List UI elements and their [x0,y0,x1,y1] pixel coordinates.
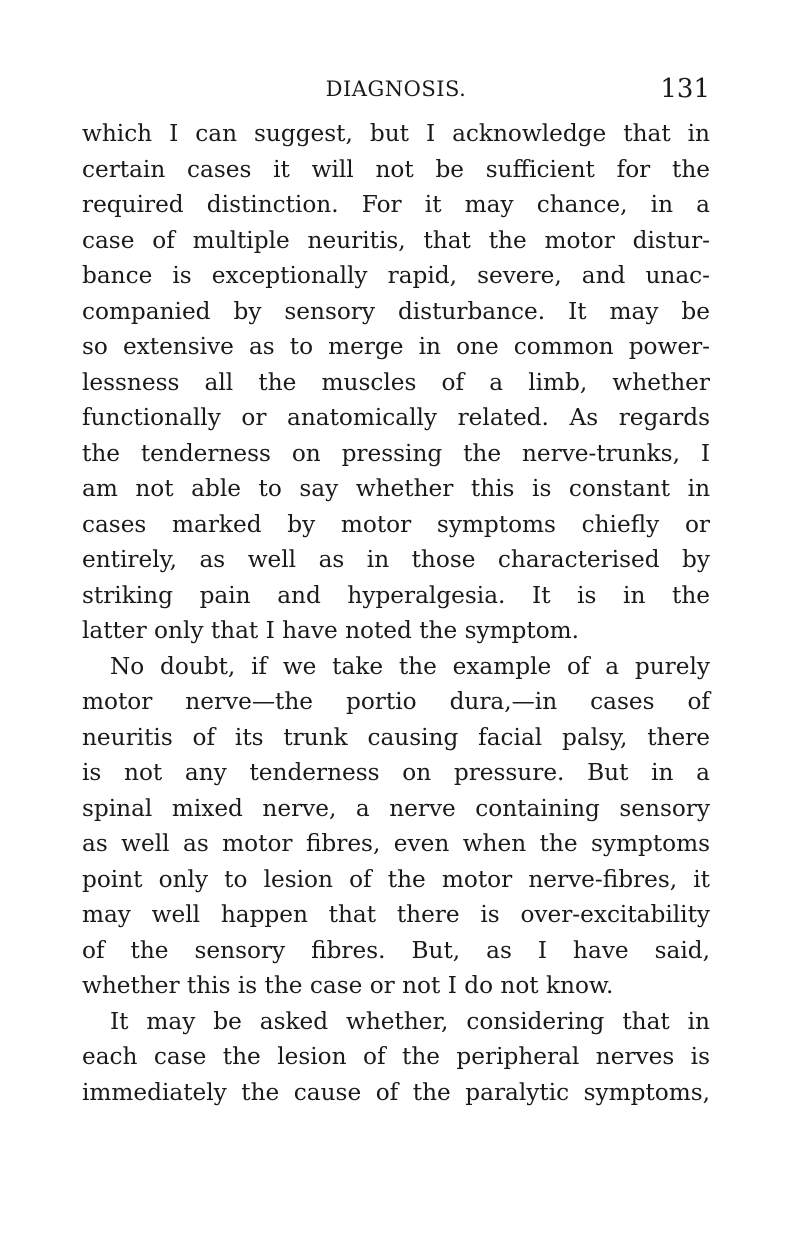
text-line: It may be asked whether, considering that in [110,1007,710,1035]
body-text [82,116,710,1110]
text-line: each case the lesion of the peripheral nerves is [82,1043,710,1070]
page-header [82,72,710,106]
text-line: latter only that I have noted the symptom. [82,617,580,644]
text-line: required distinction. For it may chance, in a [82,191,710,218]
text-line: am not able to say whether this is constant in [82,475,710,502]
text-line: bance is exceptionally rapid, severe, and unac- [82,262,710,289]
text-line: so extensive as to merge in one common power- [82,333,710,360]
text-line: motor nerve—the portio dura,—in cases of [82,688,710,715]
text-line: neuritis of its trunk causing facial palsy, there [82,723,710,751]
running-head: DIAGNOSIS. [325,77,467,101]
text-line: certain cases it will not be sufficient for the [82,155,710,183]
text-line: cases marked by motor symptoms chiefly or [82,510,710,538]
text-line: the tenderness on pressing the nerve-trunks, I [82,439,710,467]
text-line: point only to lesion of the motor nerve-fibres, it [82,865,710,893]
text-line: No doubt, if we take the example of a purely [110,652,710,680]
text-line: which I can suggest, but I acknowledge that in [82,120,710,147]
text-line: companied by sensory disturbance. It may be [82,297,710,325]
text-line: spinal mixed nerve, a nerve containing sensory [82,794,710,822]
text-line: lessness all the muscles of a limb, whether [82,368,710,396]
text-line: case of multiple neuritis, that the motor distur- [82,226,710,254]
text-line: of the sensory fibres. But, as I have said, [82,936,710,964]
text-line: is not any tenderness on pressure. But in a [82,759,710,786]
text-line: striking pain and hyperalgesia. It is in the [82,581,710,609]
text-line: as well as motor fibres, even when the symptoms [82,830,710,857]
text-line: immediately the cause of the paralytic symptoms, [82,1078,710,1106]
text-line: whether this is the case or not I do not know. [82,972,614,999]
text-line: entirely, as well as in those characterised by [82,546,710,573]
page-number: 131 [660,74,710,104]
text-line: may well happen that there is over-excitability [82,901,710,928]
text-line: functionally or anatomically related. As regards [82,404,710,431]
